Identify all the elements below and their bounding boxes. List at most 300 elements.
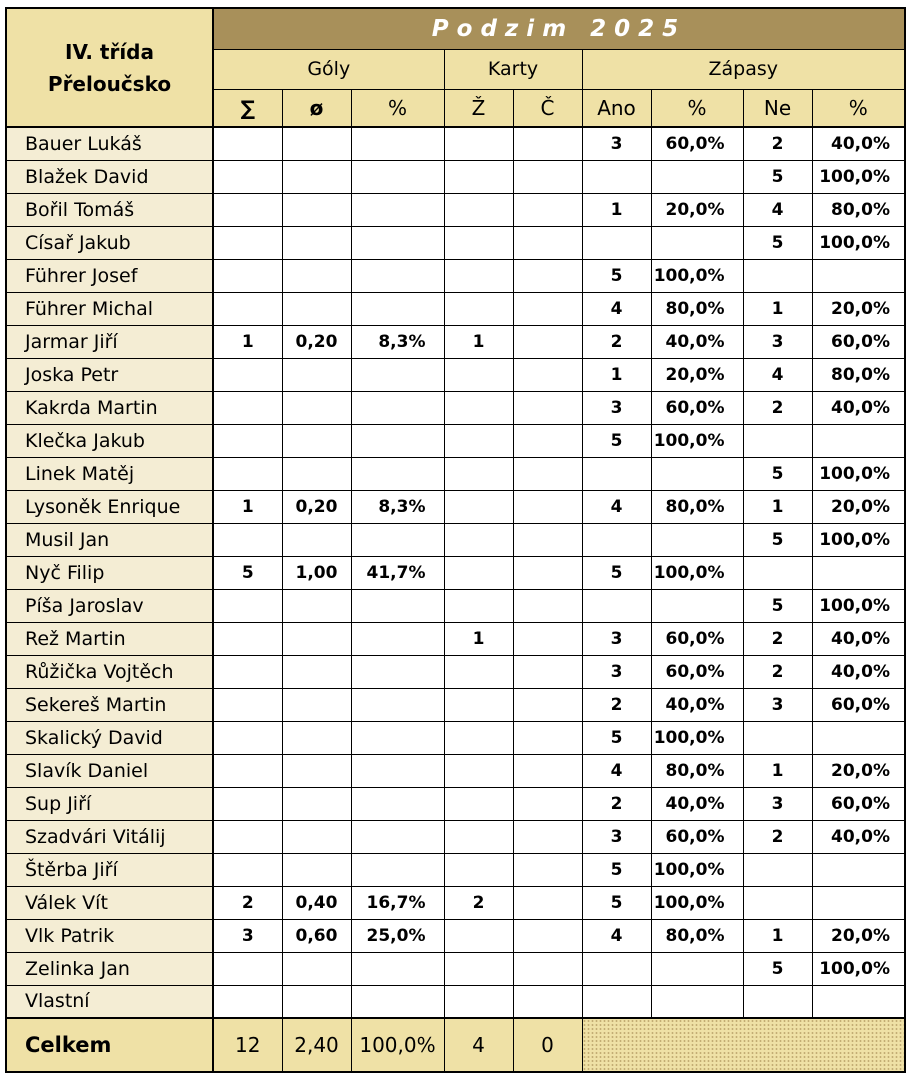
played-yes-count: 3 xyxy=(582,127,651,160)
played-no-percent: 100,0% xyxy=(812,226,905,259)
table-row xyxy=(6,952,905,985)
goals-count xyxy=(213,193,282,226)
goals-average: 1,00 xyxy=(282,556,351,589)
yellow-cards xyxy=(444,490,513,523)
yellow-cards xyxy=(444,589,513,622)
goals-count xyxy=(213,523,282,556)
played-no-count xyxy=(743,259,812,292)
played-yes-percent: 60,0% xyxy=(651,127,743,160)
played-no-percent: 100,0% xyxy=(812,952,905,985)
goals-average xyxy=(282,787,351,820)
totals-blank-area xyxy=(582,1018,905,1072)
goals-count xyxy=(213,622,282,655)
goals-average: 0,40 xyxy=(282,886,351,919)
played-yes-percent xyxy=(651,589,743,622)
played-no-percent: 20,0% xyxy=(812,919,905,952)
played-yes-percent: 80,0% xyxy=(651,292,743,325)
played-yes-percent: 20,0% xyxy=(651,358,743,391)
played-yes-count xyxy=(582,160,651,193)
played-yes-percent: 40,0% xyxy=(651,688,743,721)
goals-average xyxy=(282,259,351,292)
goals-average xyxy=(282,391,351,424)
yellow-cards xyxy=(444,292,513,325)
played-yes-count: 4 xyxy=(582,292,651,325)
played-no-percent-header: % xyxy=(812,89,905,127)
goals-percent xyxy=(351,292,444,325)
player-name: Linek Matěj xyxy=(6,457,213,490)
played-yes-percent xyxy=(651,457,743,490)
player-stats-table xyxy=(5,7,906,1073)
played-yes-count: 5 xyxy=(582,721,651,754)
goals-count xyxy=(213,754,282,787)
goals-percent xyxy=(351,589,444,622)
goals-count xyxy=(213,853,282,886)
player-name: Vlk Patrik xyxy=(6,919,213,952)
goals-count xyxy=(213,952,282,985)
table-row xyxy=(6,787,905,820)
played-yes-count: 2 xyxy=(582,787,651,820)
player-name: Válek Vít xyxy=(6,886,213,919)
goals-percent xyxy=(351,853,444,886)
goals-percent xyxy=(351,688,444,721)
played-yes-percent xyxy=(651,160,743,193)
red-cards xyxy=(513,424,582,457)
goals-percent: 8,3% xyxy=(351,325,444,358)
red-cards xyxy=(513,886,582,919)
red-cards xyxy=(513,919,582,952)
player-name: Bauer Lukáš xyxy=(6,127,213,160)
yellow-cards xyxy=(444,919,513,952)
player-name: Klečka Jakub xyxy=(6,424,213,457)
goals-average: 0,20 xyxy=(282,490,351,523)
table-row xyxy=(6,490,905,523)
played-no-percent: 80,0% xyxy=(812,193,905,226)
played-yes-percent: 60,0% xyxy=(651,655,743,688)
goals-percent xyxy=(351,820,444,853)
table-row xyxy=(6,292,905,325)
played-no-percent: 60,0% xyxy=(812,787,905,820)
played-no-percent: 40,0% xyxy=(812,655,905,688)
player-name: Szadvári Vitálij xyxy=(6,820,213,853)
red-cards xyxy=(513,259,582,292)
yellow-cards xyxy=(444,127,513,160)
goals-average xyxy=(282,754,351,787)
yellow-cards xyxy=(444,787,513,820)
player-name: Lysoněk Enrique xyxy=(6,490,213,523)
played-yes-count: 4 xyxy=(582,754,651,787)
table-row xyxy=(6,589,905,622)
played-yes-percent: 100,0% xyxy=(651,556,743,589)
red-cards xyxy=(513,853,582,886)
red-cards xyxy=(513,325,582,358)
played-yes-percent: 80,0% xyxy=(651,754,743,787)
played-no-count xyxy=(743,853,812,886)
goals-percent xyxy=(351,787,444,820)
yellow-cards-header: Ž xyxy=(444,89,513,127)
table-row xyxy=(6,391,905,424)
goals-percent: 25,0% xyxy=(351,919,444,952)
goals-average xyxy=(282,820,351,853)
player-name: Růžička Vojtěch xyxy=(6,655,213,688)
goals-group-header: Góly xyxy=(213,49,444,89)
played-yes-count: 5 xyxy=(582,886,651,919)
totals-row xyxy=(6,1018,905,1072)
played-yes-percent: 80,0% xyxy=(651,919,743,952)
total-yellow-cards: 4 xyxy=(444,1018,513,1072)
team-region: Přeloučsko xyxy=(47,71,172,96)
played-yes-count: 4 xyxy=(582,919,651,952)
played-no-header: Ne xyxy=(743,89,812,127)
goals-percent: 8,3% xyxy=(351,490,444,523)
played-yes-count xyxy=(582,523,651,556)
played-yes-count: 5 xyxy=(582,424,651,457)
yellow-cards xyxy=(444,259,513,292)
table-row xyxy=(6,226,905,259)
goals-sum-header: ∑ xyxy=(213,89,282,127)
goals-average xyxy=(282,622,351,655)
red-cards xyxy=(513,292,582,325)
goals-percent xyxy=(351,127,444,160)
played-no-count: 2 xyxy=(743,820,812,853)
played-yes-percent xyxy=(651,952,743,985)
played-yes-count xyxy=(582,985,651,1018)
goals-percent-header: % xyxy=(351,89,444,127)
played-no-count: 4 xyxy=(743,358,812,391)
red-cards xyxy=(513,556,582,589)
played-no-percent xyxy=(812,721,905,754)
goals-count xyxy=(213,589,282,622)
red-cards xyxy=(513,985,582,1018)
goals-percent xyxy=(351,391,444,424)
table-row xyxy=(6,325,905,358)
yellow-cards xyxy=(444,853,513,886)
stats-table-container xyxy=(5,7,906,1073)
red-cards xyxy=(513,457,582,490)
goals-count xyxy=(213,358,282,391)
goals-average xyxy=(282,358,351,391)
played-no-percent: 40,0% xyxy=(812,127,905,160)
played-yes-count: 3 xyxy=(582,655,651,688)
goals-percent: 41,7% xyxy=(351,556,444,589)
red-cards xyxy=(513,952,582,985)
red-cards xyxy=(513,391,582,424)
yellow-cards xyxy=(444,193,513,226)
goals-count xyxy=(213,820,282,853)
table-row xyxy=(6,160,905,193)
yellow-cards xyxy=(444,952,513,985)
played-yes-percent: 60,0% xyxy=(651,391,743,424)
goals-percent xyxy=(351,952,444,985)
yellow-cards xyxy=(444,391,513,424)
played-no-count: 2 xyxy=(743,622,812,655)
red-cards xyxy=(513,226,582,259)
table-row xyxy=(6,193,905,226)
played-yes-percent xyxy=(651,985,743,1018)
goals-count: 5 xyxy=(213,556,282,589)
goals-count: 3 xyxy=(213,919,282,952)
player-name: Führer Michal xyxy=(6,292,213,325)
played-no-percent: 20,0% xyxy=(812,292,905,325)
yellow-cards: 1 xyxy=(444,622,513,655)
played-no-percent: 60,0% xyxy=(812,688,905,721)
played-yes-percent: 100,0% xyxy=(651,853,743,886)
played-no-percent xyxy=(812,556,905,589)
player-name: Sekereš Martin xyxy=(6,688,213,721)
played-yes-count xyxy=(582,589,651,622)
red-cards xyxy=(513,193,582,226)
table-row xyxy=(6,754,905,787)
goals-percent xyxy=(351,622,444,655)
played-no-count: 3 xyxy=(743,787,812,820)
player-name: Rež Martin xyxy=(6,622,213,655)
yellow-cards: 2 xyxy=(444,886,513,919)
yellow-cards xyxy=(444,523,513,556)
red-cards xyxy=(513,358,582,391)
yellow-cards xyxy=(444,556,513,589)
played-no-count xyxy=(743,424,812,457)
team-league: IV. třída xyxy=(65,39,154,64)
goals-average xyxy=(282,952,351,985)
yellow-cards xyxy=(444,820,513,853)
played-yes-percent: 100,0% xyxy=(651,886,743,919)
goals-count xyxy=(213,226,282,259)
season-title: Podzim 2025 xyxy=(213,8,905,49)
total-goals-percent: 100,0% xyxy=(351,1018,444,1072)
table-row xyxy=(6,523,905,556)
player-name: Jarmar Jiří xyxy=(6,325,213,358)
goals-average xyxy=(282,721,351,754)
table-row xyxy=(6,820,905,853)
goals-count xyxy=(213,391,282,424)
played-yes-header: Ano xyxy=(582,89,651,127)
matches-group-header: Zápasy xyxy=(582,49,905,89)
player-name: Nyč Filip xyxy=(6,556,213,589)
goals-count xyxy=(213,457,282,490)
red-cards xyxy=(513,820,582,853)
red-cards xyxy=(513,655,582,688)
goals-count: 2 xyxy=(213,886,282,919)
yellow-cards xyxy=(444,754,513,787)
goals-average xyxy=(282,589,351,622)
played-yes-percent: 60,0% xyxy=(651,622,743,655)
played-no-count: 1 xyxy=(743,754,812,787)
played-no-percent: 40,0% xyxy=(812,622,905,655)
player-name: Císař Jakub xyxy=(6,226,213,259)
goals-percent xyxy=(351,424,444,457)
played-yes-percent: 20,0% xyxy=(651,193,743,226)
goals-average xyxy=(282,292,351,325)
total-goals: 12 xyxy=(213,1018,282,1072)
played-yes-count: 2 xyxy=(582,325,651,358)
table-row xyxy=(6,556,905,589)
goals-count xyxy=(213,721,282,754)
goals-average xyxy=(282,457,351,490)
played-no-percent: 100,0% xyxy=(812,160,905,193)
red-cards xyxy=(513,127,582,160)
player-rows xyxy=(6,127,905,1018)
table-row xyxy=(6,721,905,754)
goals-average xyxy=(282,127,351,160)
table-row xyxy=(6,622,905,655)
played-no-count xyxy=(743,985,812,1018)
yellow-cards xyxy=(444,226,513,259)
goals-average xyxy=(282,523,351,556)
player-name: Joska Petr xyxy=(6,358,213,391)
red-cards xyxy=(513,490,582,523)
goals-average-header: ø xyxy=(282,89,351,127)
played-no-count: 4 xyxy=(743,193,812,226)
player-name: Musil Jan xyxy=(6,523,213,556)
red-cards xyxy=(513,589,582,622)
total-goals-average: 2,40 xyxy=(282,1018,351,1072)
played-no-count: 5 xyxy=(743,226,812,259)
played-no-percent xyxy=(812,886,905,919)
goals-count xyxy=(213,688,282,721)
played-yes-count xyxy=(582,226,651,259)
played-yes-percent: 100,0% xyxy=(651,259,743,292)
table-row xyxy=(6,358,905,391)
goals-count xyxy=(213,655,282,688)
played-yes-count: 5 xyxy=(582,556,651,589)
goals-percent xyxy=(351,754,444,787)
played-yes-count: 5 xyxy=(582,853,651,886)
played-yes-percent: 100,0% xyxy=(651,424,743,457)
yellow-cards: 1 xyxy=(444,325,513,358)
player-name: Píša Jaroslav xyxy=(6,589,213,622)
yellow-cards xyxy=(444,655,513,688)
goals-average xyxy=(282,226,351,259)
red-cards xyxy=(513,787,582,820)
red-cards xyxy=(513,754,582,787)
played-no-count: 5 xyxy=(743,457,812,490)
red-cards xyxy=(513,622,582,655)
yellow-cards xyxy=(444,457,513,490)
player-name: Štěrba Jiří xyxy=(6,853,213,886)
goals-average xyxy=(282,853,351,886)
goals-percent xyxy=(351,457,444,490)
played-yes-count: 3 xyxy=(582,622,651,655)
played-no-count xyxy=(743,886,812,919)
played-no-percent: 100,0% xyxy=(812,523,905,556)
played-no-percent: 100,0% xyxy=(812,589,905,622)
yellow-cards xyxy=(444,358,513,391)
played-no-percent: 80,0% xyxy=(812,358,905,391)
yellow-cards xyxy=(444,424,513,457)
goals-average xyxy=(282,655,351,688)
played-no-count: 5 xyxy=(743,160,812,193)
played-yes-percent: 100,0% xyxy=(651,721,743,754)
red-cards-header: Č xyxy=(513,89,582,127)
played-no-percent: 60,0% xyxy=(812,325,905,358)
played-no-percent: 40,0% xyxy=(812,820,905,853)
played-yes-percent-header: % xyxy=(651,89,743,127)
played-yes-count: 3 xyxy=(582,820,651,853)
played-no-percent: 100,0% xyxy=(812,457,905,490)
goals-percent xyxy=(351,226,444,259)
played-no-percent xyxy=(812,259,905,292)
goals-average: 0,20 xyxy=(282,325,351,358)
played-no-percent: 20,0% xyxy=(812,754,905,787)
played-no-count: 1 xyxy=(743,919,812,952)
team-header xyxy=(6,8,213,127)
played-yes-count: 4 xyxy=(582,490,651,523)
played-yes-count: 5 xyxy=(582,259,651,292)
played-no-count: 2 xyxy=(743,127,812,160)
player-name: Zelinka Jan xyxy=(6,952,213,985)
played-no-count: 5 xyxy=(743,523,812,556)
table-row xyxy=(6,259,905,292)
played-no-count xyxy=(743,556,812,589)
goals-average xyxy=(282,193,351,226)
played-no-percent xyxy=(812,985,905,1018)
player-name: Vlastní xyxy=(6,985,213,1018)
goals-count xyxy=(213,160,282,193)
goals-average xyxy=(282,688,351,721)
yellow-cards xyxy=(444,721,513,754)
goals-average xyxy=(282,985,351,1018)
player-name: Slavík Daniel xyxy=(6,754,213,787)
goals-percent xyxy=(351,160,444,193)
goals-count xyxy=(213,424,282,457)
red-cards xyxy=(513,688,582,721)
played-yes-count: 1 xyxy=(582,193,651,226)
red-cards xyxy=(513,721,582,754)
goals-count xyxy=(213,127,282,160)
goals-count xyxy=(213,259,282,292)
table-row xyxy=(6,985,905,1018)
goals-count xyxy=(213,292,282,325)
goals-percent: 16,7% xyxy=(351,886,444,919)
played-no-count xyxy=(743,721,812,754)
played-yes-percent xyxy=(651,226,743,259)
table-row xyxy=(6,655,905,688)
goals-count xyxy=(213,985,282,1018)
played-yes-percent: 80,0% xyxy=(651,490,743,523)
goals-percent xyxy=(351,985,444,1018)
yellow-cards xyxy=(444,985,513,1018)
played-no-percent xyxy=(812,853,905,886)
table-row xyxy=(6,853,905,886)
red-cards xyxy=(513,523,582,556)
played-no-percent xyxy=(812,424,905,457)
player-name: Kakrda Martin xyxy=(6,391,213,424)
played-yes-percent: 60,0% xyxy=(651,820,743,853)
goals-percent xyxy=(351,721,444,754)
table-row xyxy=(6,457,905,490)
goals-percent xyxy=(351,259,444,292)
goals-percent xyxy=(351,193,444,226)
played-no-count: 2 xyxy=(743,391,812,424)
played-no-count: 5 xyxy=(743,952,812,985)
played-yes-percent xyxy=(651,523,743,556)
table-row xyxy=(6,127,905,160)
played-yes-percent: 40,0% xyxy=(651,787,743,820)
played-no-count: 2 xyxy=(743,655,812,688)
table-row xyxy=(6,886,905,919)
played-yes-count xyxy=(582,952,651,985)
goals-count xyxy=(213,787,282,820)
played-yes-count: 2 xyxy=(582,688,651,721)
goals-average xyxy=(282,160,351,193)
played-yes-percent: 40,0% xyxy=(651,325,743,358)
goals-count: 1 xyxy=(213,490,282,523)
player-name: Sup Jiří xyxy=(6,787,213,820)
player-name: Blažek David xyxy=(6,160,213,193)
table-row xyxy=(6,688,905,721)
goals-average xyxy=(282,424,351,457)
goals-average: 0,60 xyxy=(282,919,351,952)
played-no-percent: 20,0% xyxy=(812,490,905,523)
